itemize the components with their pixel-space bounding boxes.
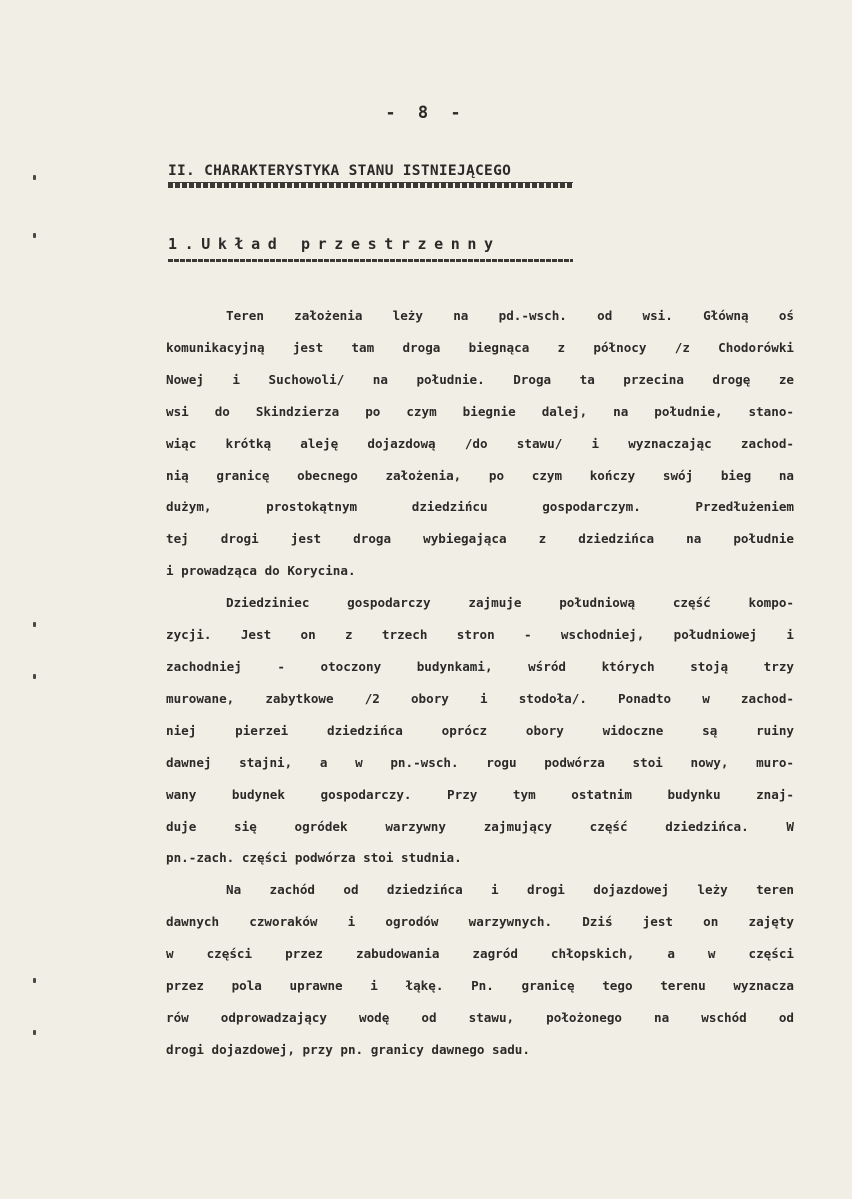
text-line: rów odprowadzający wodę od stawu, położonego na wschód od — [166, 1009, 794, 1025]
section-heading — [168, 163, 573, 188]
text-line: murowane, zabytkowe /2 obory i stodoła/. Ponadto w zachod- — [166, 690, 794, 706]
text-line: przez pola uprawne i łąkę. Pn. granicę tego terenu wyznacza — [166, 978, 794, 994]
margin-mark — [33, 233, 36, 238]
section-title: II. CHARAKTERYSTYKA STANU ISTNIEJĄCEGO — [168, 163, 512, 179]
text-line: duje się ogródek warzywny zajmujący część dziedzińca. W — [166, 818, 794, 834]
text-line — [166, 874, 794, 906]
margin-mark — [33, 175, 36, 180]
text-line: w części przez zabudowania zagród chłopskich, a w części — [166, 946, 794, 962]
margin-mark — [33, 674, 36, 679]
text-line-content: Dziedziniec gospodarczy zajmuje południową część kompo- — [226, 595, 794, 611]
text-line: wiąc krótką aleję dojazdową /do stawu/ i wyznaczając zachod- — [166, 435, 794, 451]
text-line: niej pierzei dziedzińca oprócz obory widoczne są ruiny — [166, 722, 794, 738]
text-line-content: Teren założenia leży na pd.-wsch. od wsi. Główną oś — [226, 308, 794, 323]
margin-mark — [33, 1030, 36, 1035]
subsection-title: 1.Układ przestrzenny — [168, 235, 501, 253]
margin-mark — [33, 978, 36, 983]
subsection-underline — [168, 259, 573, 262]
subsection-heading — [168, 235, 573, 262]
text-line: Nowej i Suchowoli/ na południe. Droga ta przecina drogę ze — [166, 371, 794, 387]
page-number: - 8 - — [385, 103, 467, 123]
paragraph — [166, 874, 794, 1065]
text-line — [166, 587, 794, 619]
text-line: dawnej stajni, a w pn.-wsch. rogu podwórza stoi nowy, muro- — [166, 754, 794, 770]
text-line: tej drogi jest droga wybiegająca z dziedzińca na południe — [166, 531, 794, 547]
text-line: nią granicę obecnego założenia, po czym kończy swój bieg na — [166, 467, 794, 483]
text-line: komunikacyjną jest tam droga biegnąca z północy /z Chodorówki — [166, 339, 794, 355]
section-underline — [168, 182, 573, 188]
text-line: zachodniej - otoczony budynkami, wśród których stoją trzy — [166, 658, 794, 674]
text-line-content: Na zachód od dziedzińca i drogi dojazdowej leży teren — [226, 882, 794, 898]
paragraph — [166, 587, 794, 874]
text-line: pn.-zach. części podwórza stoi studnia. — [166, 850, 462, 866]
text-line: drogi dojazdowej, przy pn. granicy dawnego sadu. — [166, 1041, 530, 1057]
text-line: zycji. Jest on z trzech stron - wschodniej, południowej i — [166, 627, 794, 643]
paragraph — [166, 300, 794, 587]
margin-mark — [33, 622, 36, 627]
text-line: wsi do Skindzierza po czym biegnie dalej, na południe, stano- — [166, 403, 794, 419]
text-line — [166, 300, 794, 332]
text-line: dużym, prostokątnym dziedzińcu gospodarczym. Przedłużeniem — [166, 499, 794, 515]
body-text — [166, 300, 794, 1066]
text-line: wany budynek gospodarczy. Przy tym ostatnim budynku znaj- — [166, 786, 794, 802]
text-line: i prowadząca do Korycina. — [166, 563, 356, 579]
text-line: dawnych czworaków i ogrodów warzywnych. Dziś jest on zajęty — [166, 914, 794, 930]
